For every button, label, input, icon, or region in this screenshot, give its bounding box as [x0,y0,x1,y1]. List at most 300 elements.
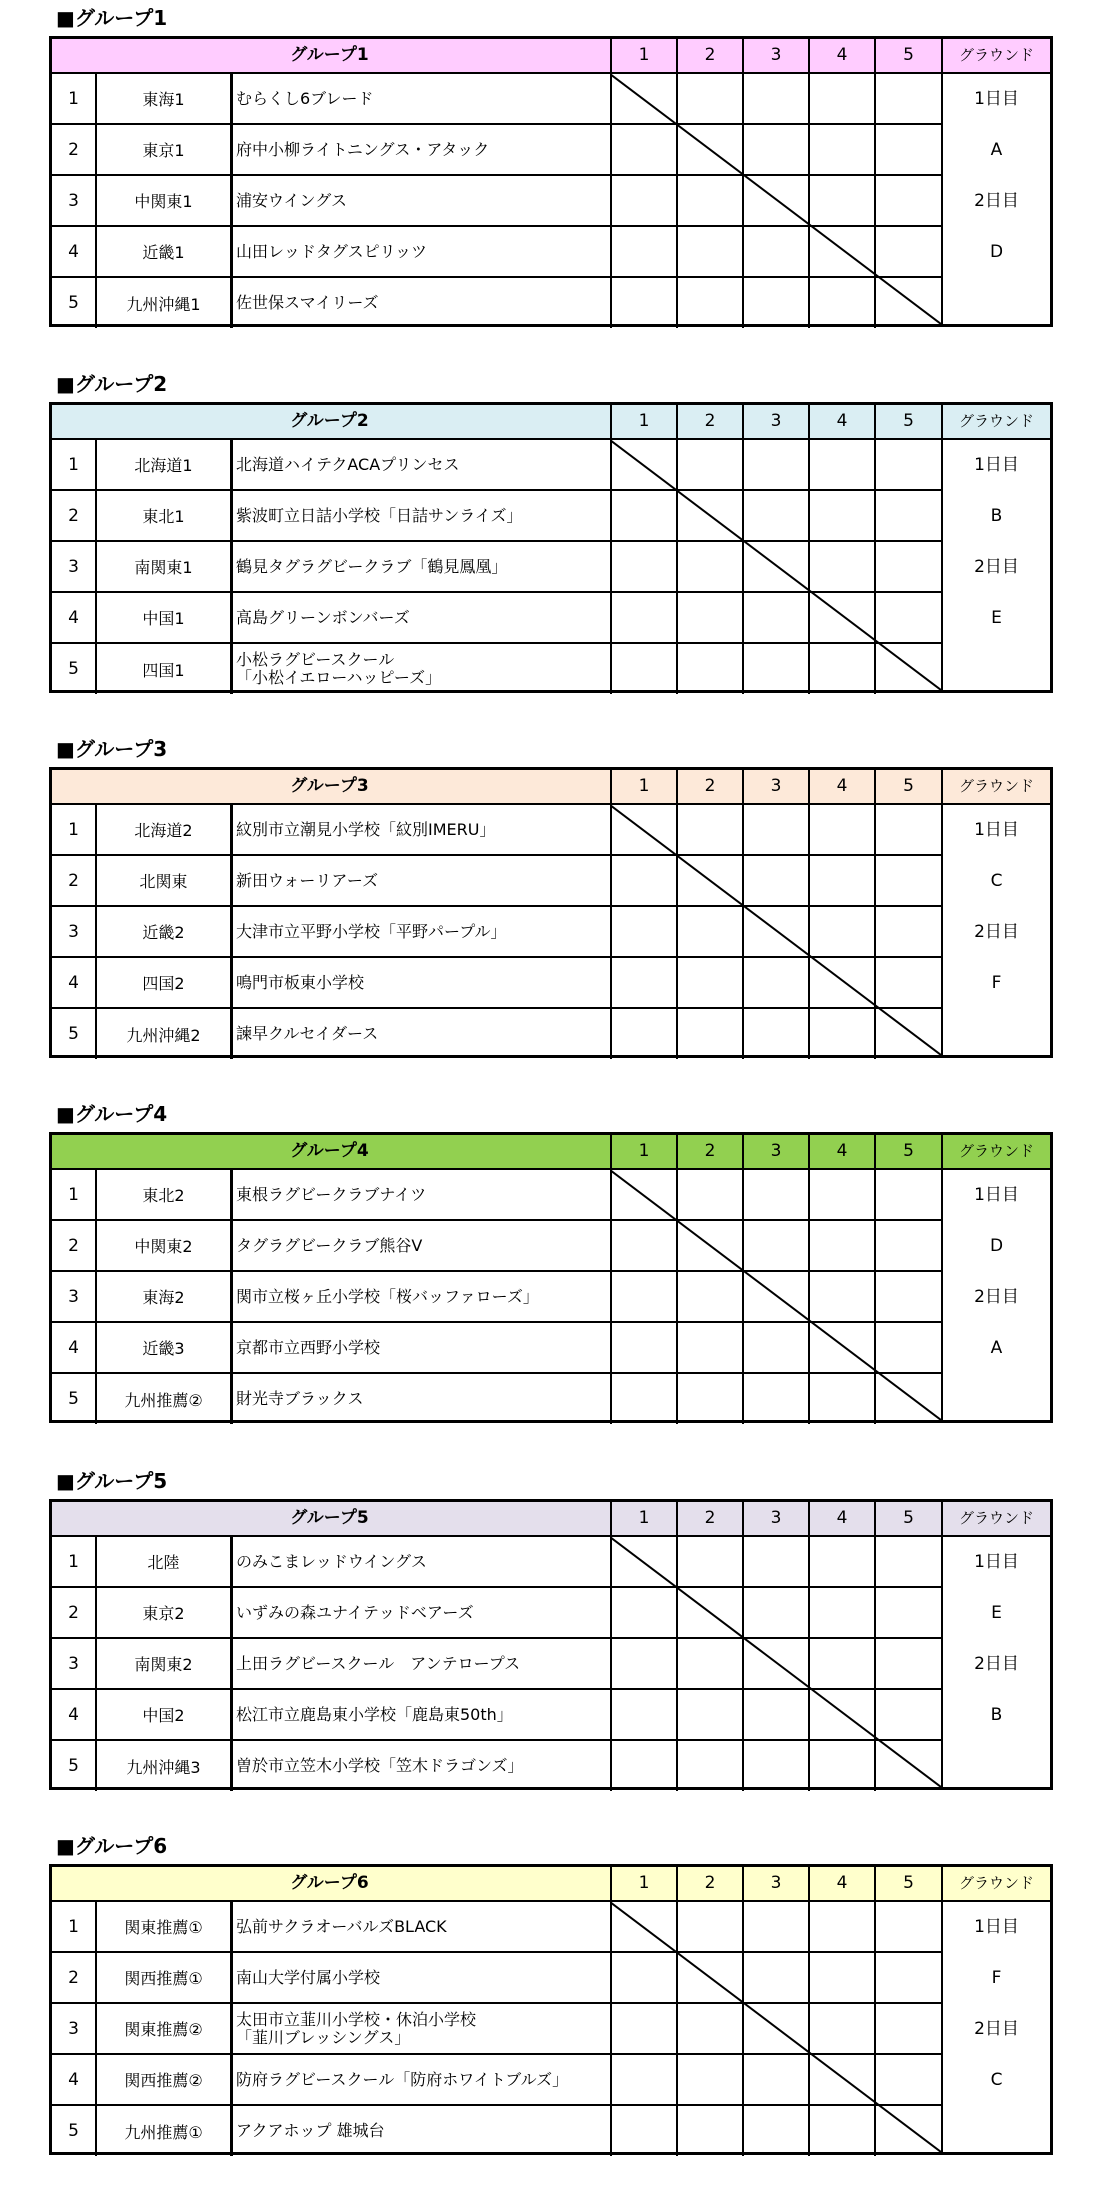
score-cell[interactable] [610,227,676,276]
ground-field: E [991,608,1002,628]
table-row [52,1639,941,1690]
score-cell[interactable] [676,176,742,225]
score-cell[interactable] [610,1272,676,1321]
score-cell[interactable] [676,491,742,540]
team-number: 5 [52,278,97,328]
team-name: 府中小柳ライトニングス・アタック [236,139,490,159]
team-region: 北陸 [97,1537,233,1586]
table-row [52,1588,941,1639]
score-cell[interactable] [610,278,676,328]
score-column-header: 1 [610,1502,676,1535]
team-name: 防府ラグビースクール「防府ホワイトブルズ」 [236,2069,569,2089]
table-row [52,125,941,176]
score-cell[interactable] [874,593,941,642]
score-cell[interactable] [874,856,941,905]
table-row [52,1272,941,1323]
score-cell[interactable] [610,491,676,540]
team-name: 諫早クルセイダース [236,1024,379,1043]
team-name: のみこまレッドウイングス [236,1551,427,1571]
team-name: 佐世保スマイリーズ [236,293,379,312]
score-cell[interactable] [742,2055,808,2104]
table-row [52,440,941,491]
score-cell[interactable] [874,542,941,591]
score-cell[interactable] [808,1221,874,1270]
score-column-header: 1 [610,770,676,803]
score-cell[interactable] [676,1272,742,1321]
ground-day: 1日目 [974,1552,1019,1572]
score-cell[interactable] [874,1537,941,1586]
ground-field: F [991,973,1002,993]
score-cell[interactable] [610,958,676,1007]
ground-day: 2日目 [974,557,1019,577]
table-row [52,1170,941,1221]
team-region: 東海2 [97,1272,233,1321]
team-name: 鶴見タグラグビークラブ「鶴見鳳凰」 [236,556,508,576]
score-cell[interactable] [808,1170,874,1219]
score-cell[interactable] [610,1374,676,1424]
team-number: 4 [52,958,97,1007]
score-column-header: 5 [874,405,941,438]
team-region: 北海道1 [97,440,233,489]
score-cell[interactable] [610,2106,676,2156]
score-column-header: 5 [874,1502,941,1535]
score-cell[interactable] [808,644,874,694]
group-title: グループ4 [290,1141,369,1161]
score-cell[interactable] [742,1690,808,1739]
score-cell[interactable] [676,125,742,174]
ground-column [941,440,1050,690]
score-cell[interactable] [742,1170,808,1219]
score-cell[interactable] [742,74,808,123]
group-title: グループ5 [290,1508,369,1528]
score-cell[interactable] [874,491,941,540]
score-cell[interactable] [742,176,808,225]
score-cell[interactable] [610,74,676,123]
score-cell[interactable] [742,2106,808,2156]
score-cell[interactable] [676,2055,742,2104]
score-cell[interactable] [742,958,808,1007]
group-table [49,767,1053,1058]
score-cell[interactable] [808,2055,874,2104]
group-table [49,402,1053,693]
score-cell[interactable] [808,1537,874,1586]
score-cell[interactable] [676,542,742,591]
group-heading: ■グループ2 [56,372,168,396]
score-cell[interactable] [610,1953,676,2002]
score-cell[interactable] [874,278,941,328]
score-cell[interactable] [676,1588,742,1637]
score-cell[interactable] [676,1537,742,1586]
group-heading: ■グループ5 [56,1469,168,1493]
team-number: 5 [52,1009,97,1059]
score-cell[interactable] [676,227,742,276]
score-cell[interactable] [676,1902,742,1951]
score-cell[interactable] [874,2106,941,2156]
score-cell[interactable] [808,1009,874,1059]
score-cell[interactable] [808,1902,874,1951]
team-number: 1 [52,440,97,489]
score-cell[interactable] [874,74,941,123]
score-cell[interactable] [742,805,808,854]
score-cell[interactable] [742,907,808,956]
team-region: 近畿1 [97,227,233,276]
team-name: 京都市立西野小学校 [236,1337,381,1357]
team-name: タグラグビークラブ熊谷V [236,1235,423,1255]
team-region: 近畿3 [97,1323,233,1372]
score-cell[interactable] [742,278,808,328]
score-cell[interactable] [610,1537,676,1586]
score-cell[interactable] [610,1690,676,1739]
team-number: 3 [52,542,97,591]
score-cell[interactable] [610,593,676,642]
team-region: 東北2 [97,1170,233,1219]
team-name: アクアホップ 雄城台 [236,2121,385,2140]
score-cell[interactable] [742,1741,808,1791]
score-cell[interactable] [676,805,742,854]
score-cell[interactable] [676,1639,742,1688]
score-cell[interactable] [874,2055,941,2104]
score-cell[interactable] [676,74,742,123]
score-column-header: 4 [808,405,874,438]
team-region: 四国2 [97,958,233,1007]
score-column-header: 2 [676,1502,742,1535]
team-number: 2 [52,1953,97,2002]
score-cell[interactable] [808,176,874,225]
score-column-header: 2 [676,39,742,72]
score-column-header: 2 [676,1135,742,1168]
ground-day: 1日目 [974,1185,1019,1205]
team-name: いずみの森ユナイテッドベアーズ [236,1602,474,1622]
score-cell[interactable] [808,125,874,174]
score-cell[interactable] [676,1009,742,1059]
score-cell[interactable] [874,1170,941,1219]
ground-field: F [991,1968,1002,1988]
team-region: 関西推薦② [97,2055,233,2104]
team-region: 九州沖縄1 [97,278,233,328]
score-cell[interactable] [676,593,742,642]
score-cell[interactable] [742,1588,808,1637]
ground-column-header: グラウンド [941,770,1050,803]
score-cell[interactable] [874,958,941,1007]
score-cell[interactable] [742,593,808,642]
score-cell[interactable] [610,856,676,905]
score-cell[interactable] [808,227,874,276]
team-region: 東京2 [97,1588,233,1637]
team-name: 太田市立韮川小学校・休泊小学校 「韮川ブレッシングス」 [236,2009,477,2047]
team-region: 南関東2 [97,1639,233,1688]
score-cell[interactable] [808,1953,874,2002]
score-cell[interactable] [808,440,874,489]
table-row [52,1953,941,2004]
team-name: 紫波町立日詰小学校「日詰サンライズ」 [236,505,523,525]
score-cell[interactable] [742,1953,808,2002]
team-region: 九州推薦① [97,2106,233,2156]
group-title: グループ6 [290,1873,369,1893]
score-column-header: 4 [808,1867,874,1900]
table-row [52,2106,941,2156]
score-cell[interactable] [808,1690,874,1739]
ground-field: A [990,1338,1003,1358]
score-cell[interactable] [742,1009,808,1059]
ground-column-header: グラウンド [941,1867,1050,1900]
score-cell[interactable] [742,1221,808,1270]
score-cell[interactable] [874,440,941,489]
score-cell[interactable] [676,1374,742,1424]
team-name: 南山大学付属小学校 [236,1967,381,1987]
ground-day: 2日目 [974,922,1019,942]
score-cell[interactable] [610,125,676,174]
table-header-row [52,405,1050,440]
team-name: 北海道ハイテクACAプリンセス [236,454,460,474]
score-cell[interactable] [742,227,808,276]
score-cell[interactable] [742,491,808,540]
score-column-header: 5 [874,1135,941,1168]
score-cell[interactable] [676,907,742,956]
score-cell[interactable] [874,227,941,276]
score-cell[interactable] [676,644,742,694]
score-cell[interactable] [676,2004,742,2053]
team-number: 3 [52,2004,97,2053]
group-title: グループ2 [290,411,369,431]
team-name: 松江市立鹿島東小学校「鹿島東50th」 [236,1704,513,1724]
score-cell[interactable] [808,1639,874,1688]
score-cell[interactable] [676,856,742,905]
score-cell[interactable] [742,856,808,905]
score-cell[interactable] [808,1588,874,1637]
team-number: 2 [52,125,97,174]
team-number: 1 [52,1902,97,1951]
team-number: 4 [52,1690,97,1739]
score-cell[interactable] [742,125,808,174]
score-cell[interactable] [874,1741,941,1791]
score-cell[interactable] [610,542,676,591]
score-cell[interactable] [808,1323,874,1372]
score-cell[interactable] [874,805,941,854]
score-column-header: 1 [610,1867,676,1900]
table-row [52,1741,941,1791]
team-name: 大津市立平野小学校「平野パープル」 [236,921,507,941]
score-cell[interactable] [610,2055,676,2104]
score-cell[interactable] [742,542,808,591]
team-name: 上田ラグビースクール アンテロープス [236,1653,521,1673]
team-number: 3 [52,1639,97,1688]
table-row [52,227,941,278]
score-cell[interactable] [742,644,808,694]
score-cell[interactable] [610,644,676,694]
team-number: 4 [52,1323,97,1372]
score-cell[interactable] [676,1953,742,2002]
team-number: 2 [52,491,97,540]
score-cell[interactable] [610,1170,676,1219]
ground-day: 2日目 [974,1287,1019,1307]
score-cell[interactable] [676,1690,742,1739]
table-header-row [52,39,1050,74]
team-region: 北海道2 [97,805,233,854]
score-cell[interactable] [610,1323,676,1372]
table-row [52,907,941,958]
score-cell[interactable] [808,1741,874,1791]
ground-field: E [991,1603,1002,1623]
score-cell[interactable] [874,2004,941,2053]
team-region: 北関東 [97,856,233,905]
score-cell[interactable] [742,1902,808,1951]
group-title: グループ1 [290,45,369,65]
score-cell[interactable] [610,1588,676,1637]
group-table [49,1132,1053,1423]
table-header-row [52,1867,1050,1902]
ground-column-header: グラウンド [941,39,1050,72]
score-cell[interactable] [808,2106,874,2156]
score-cell[interactable] [742,1272,808,1321]
score-cell[interactable] [874,1953,941,2002]
score-cell[interactable] [676,440,742,489]
score-column-header: 1 [610,1135,676,1168]
team-number: 2 [52,1588,97,1637]
ground-day: 1日目 [974,820,1019,840]
score-cell[interactable] [676,1741,742,1791]
score-cell[interactable] [874,176,941,225]
score-cell[interactable] [676,1170,742,1219]
score-cell[interactable] [742,1537,808,1586]
score-cell[interactable] [808,278,874,328]
score-cell[interactable] [808,1374,874,1424]
score-cell[interactable] [742,1639,808,1688]
score-cell[interactable] [808,491,874,540]
score-cell[interactable] [874,125,941,174]
team-name: 紋別市立潮見小学校「紋別IMERU」 [236,819,496,839]
ground-column-header: グラウンド [941,1502,1050,1535]
table-row [52,856,941,907]
score-column-header: 4 [808,1135,874,1168]
score-cell[interactable] [874,1009,941,1059]
score-cell[interactable] [610,440,676,489]
team-region: 九州沖縄2 [97,1009,233,1059]
team-region: 中関東2 [97,1221,233,1270]
table-header-row [52,1135,1050,1170]
team-name: 東根ラグビークラブナイツ [236,1184,427,1204]
score-cell[interactable] [742,2004,808,2053]
score-cell[interactable] [808,805,874,854]
team-region: 関東推薦① [97,1902,233,1951]
score-cell[interactable] [610,1741,676,1791]
table-row [52,1690,941,1741]
team-name: 弘前サクラオーバルズBLACK [236,1916,447,1936]
team-number: 1 [52,74,97,123]
group-heading: ■グループ1 [56,6,168,30]
score-cell[interactable] [610,1902,676,1951]
table-row [52,1009,941,1059]
score-cell[interactable] [610,2004,676,2053]
score-cell[interactable] [808,1272,874,1321]
score-cell[interactable] [874,1690,941,1739]
team-number: 4 [52,593,97,642]
team-name: 関市立桜ヶ丘小学校「桜バッファローズ」 [236,1286,539,1306]
score-column-header: 1 [610,405,676,438]
score-cell[interactable] [742,1374,808,1424]
score-cell[interactable] [874,1272,941,1321]
score-cell[interactable] [610,1221,676,1270]
score-cell[interactable] [610,1639,676,1688]
team-region: 関東推薦② [97,2004,233,2053]
ground-field: D [989,1236,1004,1256]
score-cell[interactable] [874,1588,941,1637]
ground-column [941,1170,1050,1420]
team-name: 鳴門市板東小学校 [236,972,365,992]
score-cell[interactable] [874,1374,941,1424]
score-cell[interactable] [676,2106,742,2156]
score-column-header: 3 [742,39,808,72]
team-number: 3 [52,907,97,956]
table-row [52,491,941,542]
score-cell[interactable] [742,440,808,489]
team-region: 東海1 [97,74,233,123]
score-column-header: 4 [808,1502,874,1535]
score-column-header: 5 [874,1867,941,1900]
score-cell[interactable] [874,1639,941,1688]
score-column-header: 5 [874,39,941,72]
score-cell[interactable] [874,1902,941,1951]
score-column-header: 3 [742,770,808,803]
score-cell[interactable] [676,278,742,328]
group-title: グループ3 [290,776,369,796]
table-row [52,2055,941,2106]
score-cell[interactable] [610,1009,676,1059]
team-number: 3 [52,1272,97,1321]
score-column-header: 5 [874,770,941,803]
team-region: 九州沖縄3 [97,1741,233,1791]
score-cell[interactable] [874,907,941,956]
score-cell[interactable] [874,1323,941,1372]
table-row [52,1374,941,1424]
score-cell[interactable] [676,958,742,1007]
team-number: 5 [52,644,97,694]
table-row [52,542,941,593]
team-name: 財光寺ブラックス [236,1389,364,1408]
score-cell[interactable] [676,1221,742,1270]
score-cell[interactable] [808,856,874,905]
ground-day: 1日目 [974,1917,1019,1937]
group-table [49,1499,1053,1790]
team-name: 新田ウォーリアーズ [236,870,379,890]
ground-field: A [990,140,1003,160]
score-cell[interactable] [676,1323,742,1372]
score-cell[interactable] [808,74,874,123]
score-column-header: 1 [610,39,676,72]
score-cell[interactable] [610,907,676,956]
score-cell[interactable] [874,1221,941,1270]
score-cell[interactable] [742,1323,808,1372]
ground-field: C [990,2070,1003,2090]
score-cell[interactable] [808,593,874,642]
ground-column [941,1902,1050,2152]
team-region: 九州推薦② [97,1374,233,1424]
team-number: 3 [52,176,97,225]
score-cell[interactable] [610,805,676,854]
team-number: 4 [52,2055,97,2104]
table-row [52,2004,941,2055]
score-cell[interactable] [610,176,676,225]
ground-column-header: グラウンド [941,405,1050,438]
score-cell[interactable] [808,542,874,591]
table-row [52,1537,941,1588]
score-cell[interactable] [808,2004,874,2053]
score-cell[interactable] [808,907,874,956]
score-column-header: 2 [676,770,742,803]
ground-column [941,1537,1050,1787]
score-cell[interactable] [808,958,874,1007]
team-number: 2 [52,856,97,905]
score-cell[interactable] [874,644,941,694]
